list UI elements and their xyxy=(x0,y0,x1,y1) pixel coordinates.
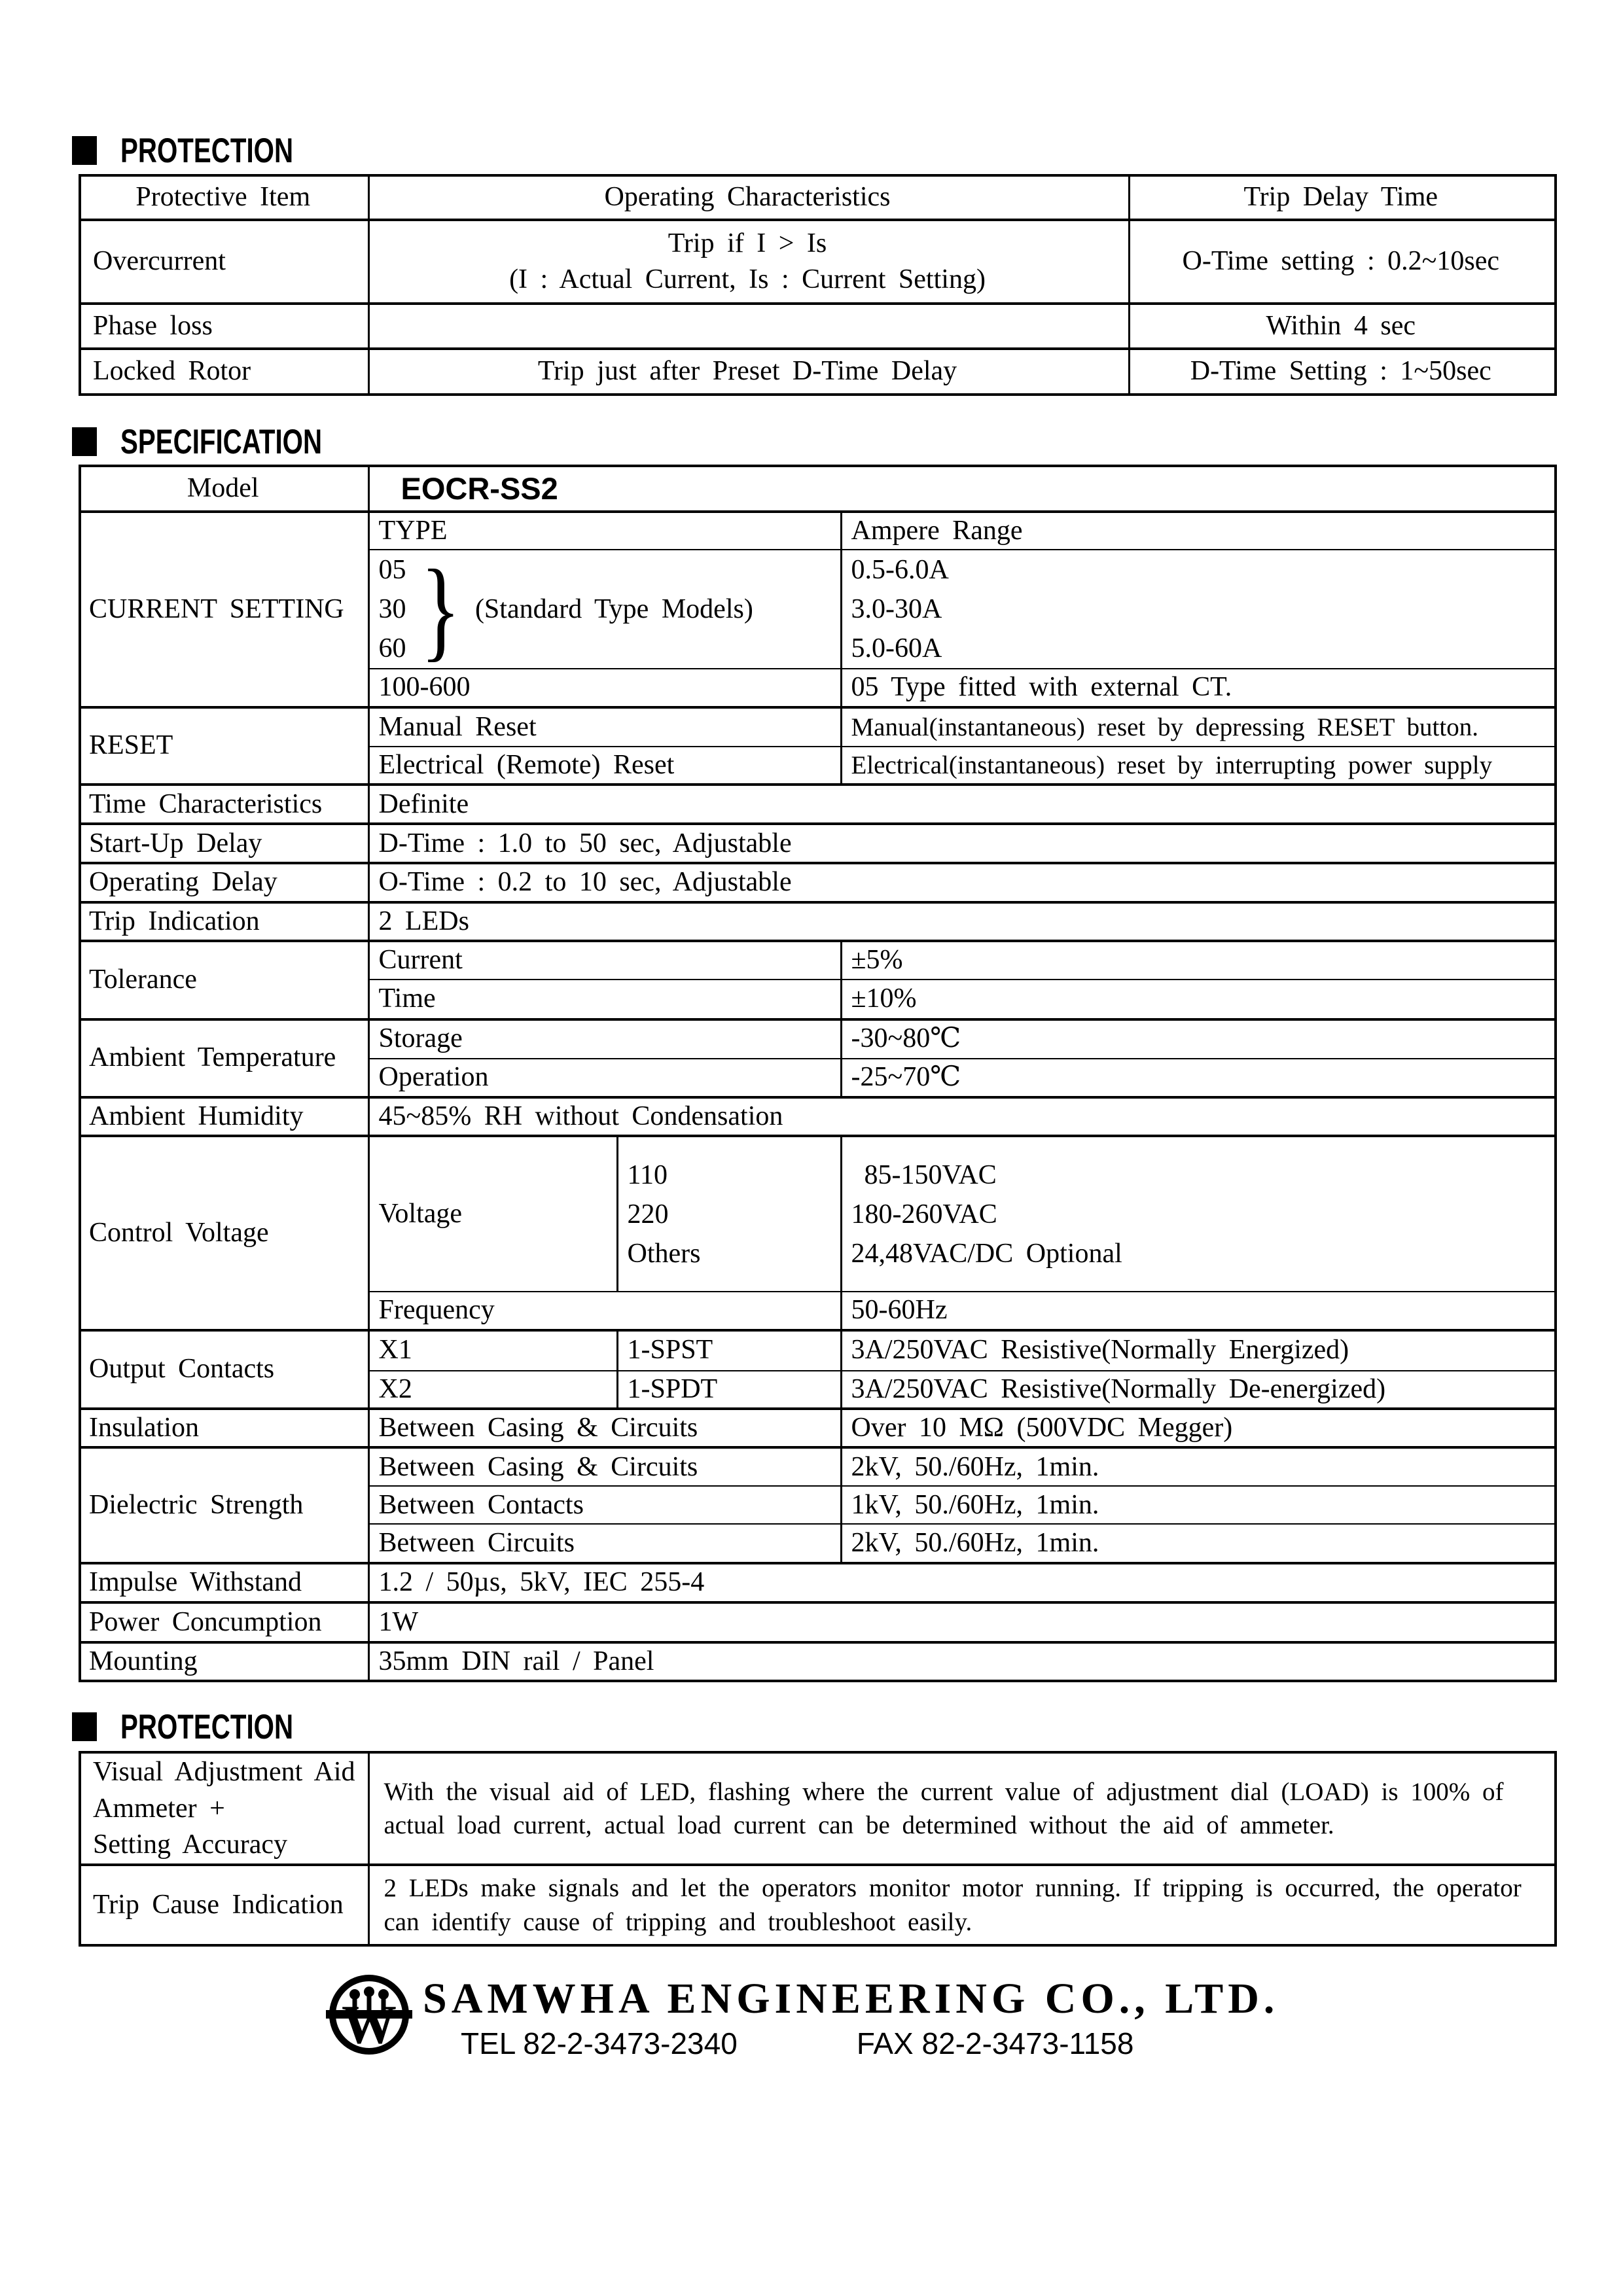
voltage-range-110: 85-150VAC xyxy=(864,1159,997,1190)
row-dielectric-1 xyxy=(80,1447,1556,1486)
row-output-x1 xyxy=(80,1330,1556,1371)
range-30: 3.0-30A xyxy=(851,594,942,625)
standard-types-group xyxy=(379,550,836,668)
cell-x1-type: 1-SPST xyxy=(617,1330,841,1371)
cell-visual-adjustment-text: With the visual aid of LED, flashing where the current value of adjustment dial (LOAD) is 100% of actual load current, actual load current can be determined without the aid of ammeter. xyxy=(368,1752,1556,1865)
voltage-others: Others xyxy=(627,1238,701,1269)
cell-electrical-reset: Electrical (Remote) Reset xyxy=(368,747,841,785)
overcurrent-char-line2: (I : Actual Current, Is : Current Setting) xyxy=(509,264,986,294)
cell-ext-type: 100-600 xyxy=(368,669,841,707)
cell-phase-loss-characteristics xyxy=(368,304,1129,349)
protection-features-table xyxy=(79,1751,1557,1947)
cell-mounting-label: Mounting xyxy=(80,1642,368,1681)
cell-dielectric-label: Dielectric Strength xyxy=(80,1447,368,1563)
row-visual-adjustment xyxy=(80,1752,1556,1865)
cell-trip-indication-label: Trip Indication xyxy=(80,902,368,941)
voltage-110: 110 xyxy=(627,1159,668,1190)
row-current-setting-header xyxy=(80,512,1556,550)
row-startup-delay xyxy=(80,824,1556,863)
cell-type-header: TYPE xyxy=(368,512,841,550)
standard-type-note: (Standard Type Models) xyxy=(474,593,753,624)
cell-electrical-reset-value: Electrical(instantaneous) reset by interrupting power supply xyxy=(841,747,1556,785)
cell-time-characteristics-label: Time Characteristics xyxy=(80,785,368,824)
cell-storage-value: -30~80℃ xyxy=(841,1019,1556,1059)
row-overcurrent xyxy=(80,220,1556,304)
row-impulse xyxy=(80,1563,1556,1602)
section-protection-header xyxy=(72,133,1623,168)
brace-glyph: } xyxy=(420,550,461,669)
contact-line xyxy=(461,2026,1279,2060)
cell-current-setting-label: CURRENT SETTING xyxy=(80,512,368,707)
row-operating-delay xyxy=(80,863,1556,902)
cell-voltage-ranges xyxy=(841,1136,1556,1292)
voltage-range-220: 180-260VAC xyxy=(851,1199,997,1229)
cell-dielectric-1-value: 2kV, 50./60Hz, 1min. xyxy=(841,1447,1556,1486)
section-specification-header xyxy=(72,422,1623,461)
visual-adjustment-line1: Visual Adjustment Aid xyxy=(93,1757,355,1788)
cell-time-characteristics-value: Definite xyxy=(368,785,1556,824)
cell-reset-label: RESET xyxy=(80,707,368,785)
row-model xyxy=(80,466,1556,512)
section-protection2-header xyxy=(72,1707,1623,1746)
overcurrent-char-line1: Trip if I > Is xyxy=(668,228,827,258)
cell-overcurrent-item: Overcurrent xyxy=(80,220,368,304)
section-bullet-icon xyxy=(72,1712,97,1741)
range-05: 0.5-6.0A xyxy=(851,555,949,586)
section-title-specification: SPECIFICATION xyxy=(120,422,323,461)
type-number-list xyxy=(379,550,406,668)
cell-startup-delay-value: D-Time : 1.0 to 50 sec, Adjustable xyxy=(368,824,1556,863)
section-title-protection2: PROTECTION xyxy=(120,1707,294,1746)
cell-x1-value: 3A/250VAC Resistive(Normally Energized) xyxy=(841,1330,1556,1371)
row-ambient-humidity xyxy=(80,1097,1556,1136)
cell-operating-delay-label: Operating Delay xyxy=(80,863,368,902)
cell-startup-delay-label: Start-Up Delay xyxy=(80,824,368,863)
cell-tolerance-label: Tolerance xyxy=(80,941,368,1019)
logo-w-glyph: W xyxy=(342,1994,397,2056)
cell-tolerance-current-value: ±5% xyxy=(841,941,1556,979)
row-time-characteristics xyxy=(80,785,1556,824)
cell-frequency-label: Frequency xyxy=(368,1292,841,1330)
cell-ampere-ranges xyxy=(841,550,1556,669)
protection-table xyxy=(79,174,1557,396)
cell-dielectric-3-condition: Between Circuits xyxy=(368,1524,841,1563)
cell-dielectric-2-value: 1kV, 50./60Hz, 1min. xyxy=(841,1486,1556,1524)
cell-dielectric-1-condition: Between Casing & Circuits xyxy=(368,1447,841,1486)
range-60: 5.0-60A xyxy=(851,633,942,664)
cell-power-label: Power Concumption xyxy=(80,1602,368,1642)
row-trip-indication xyxy=(80,902,1556,941)
row-insulation xyxy=(80,1409,1556,1447)
header-trip-delay-time: Trip Delay Time xyxy=(1129,175,1556,220)
row-mounting xyxy=(80,1642,1556,1681)
voltage-220: 220 xyxy=(627,1199,669,1229)
cell-operating-delay-value: O-Time : 0.2 to 10 sec, Adjustable xyxy=(368,863,1556,902)
cell-voltage-label: Voltage xyxy=(368,1136,617,1292)
cell-tolerance-time-value: ±10% xyxy=(841,980,1556,1019)
cell-locked-rotor-characteristics: Trip just after Preset D-Time Delay xyxy=(368,349,1129,395)
cell-operation-value: -25~70℃ xyxy=(841,1059,1556,1097)
header-protective-item: Protective Item xyxy=(80,175,368,220)
cell-dielectric-3-value: 2kV, 50./60Hz, 1min. xyxy=(841,1524,1556,1563)
cell-manual-reset: Manual Reset xyxy=(368,707,841,747)
cell-insulation-label: Insulation xyxy=(80,1409,368,1447)
cell-overcurrent-delay: O-Time setting : 0.2~10sec xyxy=(1129,220,1556,304)
section-title-protection: PROTECTION xyxy=(120,131,294,170)
cell-locked-rotor-item: Locked Rotor xyxy=(80,349,368,395)
row-trip-cause xyxy=(80,1865,1556,1945)
cell-insulation-condition: Between Casing & Circuits xyxy=(368,1409,841,1447)
cell-ambient-temperature-label: Ambient Temperature xyxy=(80,1019,368,1097)
cell-storage: Storage xyxy=(368,1019,841,1059)
row-ambient-storage xyxy=(80,1019,1556,1059)
row-control-voltage xyxy=(80,1136,1556,1292)
cell-ambient-humidity-label: Ambient Humidity xyxy=(80,1097,368,1136)
cell-trip-cause-label: Trip Cause Indication xyxy=(80,1865,368,1945)
cell-ambient-humidity-value: 45~85% RH without Condensation xyxy=(368,1097,1556,1136)
cell-dielectric-2-condition: Between Contacts xyxy=(368,1486,841,1524)
cell-locked-rotor-delay: D-Time Setting : 1~50sec xyxy=(1129,349,1556,395)
section-bullet-icon xyxy=(72,427,97,456)
visual-adjustment-line3: Setting Accuracy xyxy=(93,1829,288,1860)
row-phase-loss xyxy=(80,304,1556,349)
section-bullet-icon xyxy=(72,136,97,165)
tel-number: TEL 82-2-3473-2340 xyxy=(461,2026,738,2061)
cell-operation: Operation xyxy=(368,1059,841,1097)
cell-phase-loss-item: Phase loss xyxy=(80,304,368,349)
cell-model-value: EOCR-SS2 xyxy=(368,466,1556,512)
cell-visual-adjustment-label xyxy=(80,1752,368,1865)
specification-table xyxy=(79,465,1557,1682)
type-30: 30 xyxy=(378,594,406,625)
cell-model-label: Model xyxy=(80,466,368,512)
cell-impulse-label: Impulse Withstand xyxy=(80,1563,368,1602)
type-05: 05 xyxy=(378,555,406,586)
header-operating-characteristics: Operating Characteristics xyxy=(368,175,1129,220)
cell-output-contacts-label: Output Contacts xyxy=(80,1330,368,1409)
visual-adjustment-line2: Ammeter + xyxy=(93,1793,225,1824)
protection-header-row xyxy=(80,175,1556,220)
footer xyxy=(326,1973,1623,2060)
row-reset-manual xyxy=(80,707,1556,747)
cell-power-value: 1W xyxy=(368,1602,1556,1642)
cell-overcurrent-characteristics xyxy=(368,220,1129,304)
cell-insulation-value: Over 10 MΩ (500VDC Megger) xyxy=(841,1409,1556,1447)
voltage-range-others: 24,48VAC/DC Optional xyxy=(851,1238,1122,1269)
row-power xyxy=(80,1602,1556,1642)
footer-text xyxy=(423,1973,1279,2060)
cell-standard-types xyxy=(368,550,841,669)
cell-ext-note: 05 Type fitted with external CT. xyxy=(841,669,1556,707)
cell-ampere-header: Ampere Range xyxy=(841,512,1556,550)
cell-x1-label: X1 xyxy=(368,1330,617,1371)
cell-trip-cause-text: 2 LEDs make signals and let the operators monitor motor running. If tripping is occurred, the operator can identify cause of tripping and troubleshoot easily. xyxy=(368,1865,1556,1945)
cell-manual-reset-value: Manual(instantaneous) reset by depressing RESET button. xyxy=(841,707,1556,747)
cell-frequency-value: 50-60Hz xyxy=(841,1292,1556,1330)
cell-phase-loss-delay: Within 4 sec xyxy=(1129,304,1556,349)
row-locked-rotor xyxy=(80,349,1556,395)
type-60: 60 xyxy=(378,633,406,664)
cell-x2-label: X2 xyxy=(368,1371,617,1409)
cell-mounting-value: 35mm DIN rail / Panel xyxy=(368,1642,1556,1681)
cell-x2-type: 1-SPDT xyxy=(617,1371,841,1409)
cell-control-voltage-label: Control Voltage xyxy=(80,1136,368,1330)
cell-x2-value: 3A/250VAC Resistive(Normally De-energized) xyxy=(841,1371,1556,1409)
company-name: SAMWHA ENGINEERING CO., LTD. xyxy=(423,1975,1279,2023)
fax-number: FAX 82-2-3473-1158 xyxy=(856,2026,1134,2061)
cell-tolerance-time: Time xyxy=(368,980,841,1019)
samwha-logo-icon xyxy=(326,1973,412,2059)
cell-voltage-types xyxy=(617,1136,841,1292)
cell-impulse-value: 1.2 / 50µs, 5kV, IEC 255-4 xyxy=(368,1563,1556,1602)
cell-trip-indication-value: 2 LEDs xyxy=(368,902,1556,941)
cell-tolerance-current: Current xyxy=(368,941,841,979)
row-tolerance-current xyxy=(80,941,1556,979)
